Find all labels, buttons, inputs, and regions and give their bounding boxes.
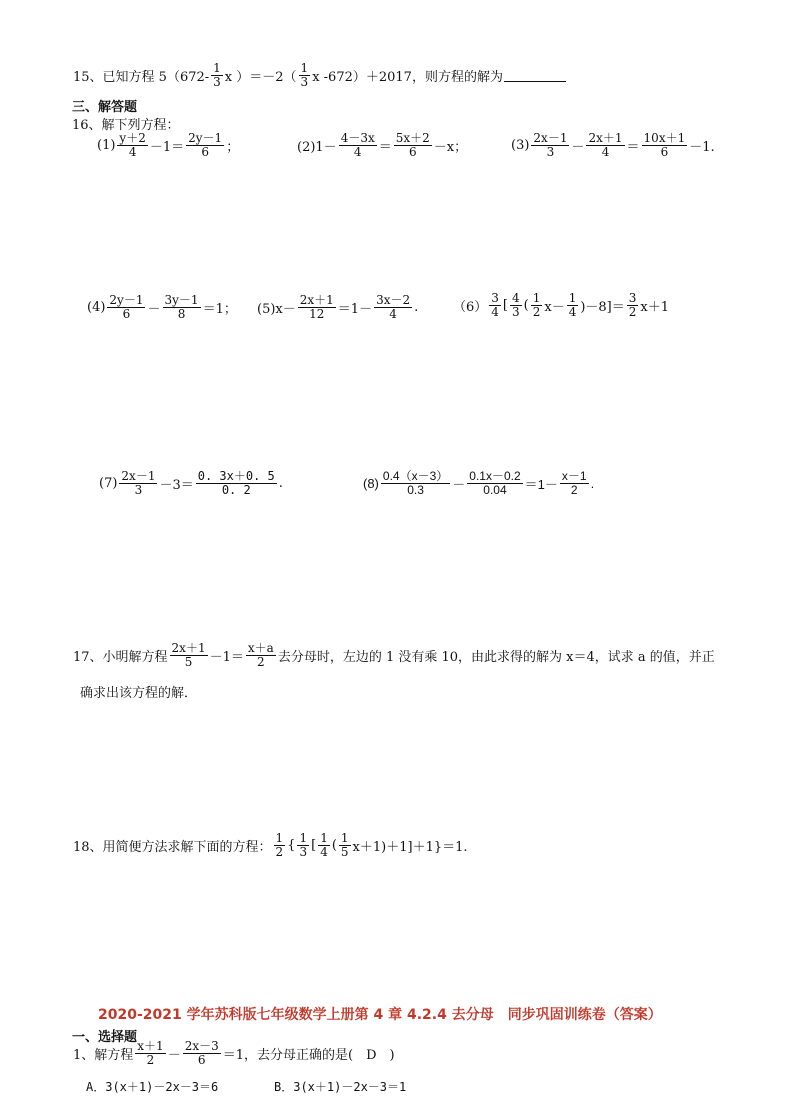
q15-mid-2: x -672）＋2017，则方程的解为 xyxy=(312,69,503,85)
equation-4: (4) $\frac{2y-1}{6}$ － $\frac{3y-1}{8}$ ＝1； xyxy=(87,293,237,321)
equation-3: (3) $\frac{2x-1}{3}$ － $\frac{2x+1}{4}$ ＝ $\frac{10x+1}{6}$ －1. xyxy=(511,131,715,159)
equation-2: (2)1－ $\frac{4-3x}{4}$ ＝ $\frac{5x+2}{6}$ －x； xyxy=(297,131,468,159)
equation-1: (1) $\frac{y+2}{4}$ －1＝ $\frac{2y-1}{6}$ ； xyxy=(97,131,240,159)
option-a: A．3(x＋1)－2x－3＝6 xyxy=(86,1080,219,1094)
equation-8: (8) $\frac{0.4(x-3)}{0.3}$ － $\frac{0.1x-0.2}{0.04}$ ＝1－ $\frac{x-1}{2}$ . xyxy=(363,469,595,497)
q15-fraction-2: $\frac{1}{3}$ xyxy=(300,61,309,89)
equation-6: （6） $\frac{3}{4}$ [ $\frac{4}{3}$ ( $\frac{1}{2}$ x－ $\frac{1}{4}$ )－8]＝ $\frac{3}{2}$ x＋1 xyxy=(453,291,670,319)
equation-5: (5)x－ $\frac{2x+1}{12}$ ＝1－ $\frac{3x-2}{4}$ . xyxy=(257,293,419,321)
answer-blank[interactable] xyxy=(504,69,566,82)
section-1-heading: 一、选择题 xyxy=(72,1030,138,1045)
question-15 xyxy=(72,62,566,88)
q17-line-2: 确求出该方程的解． xyxy=(80,686,198,701)
q15-mid-1: x ）＝－2（ xyxy=(224,69,297,85)
question-18: 18、用简便方法求解下面的方程： $\frac{1}{2}$ { $\frac{1}{3}$ [ $\frac{1}{4}$ ( $\frac{1}{5}$ x＋1)＋1]＋1}＝1. xyxy=(73,831,468,859)
q15-prefix: 15、已知方程 5（672- xyxy=(73,69,210,85)
section-3-heading: 三、解答题 xyxy=(72,100,138,115)
q16-intro: 16、解下列方程： xyxy=(72,118,180,133)
equation-7: (7) $\frac{2x-1}{3}$ －3＝ $\frac{0. 3x+0. 5}{0. 2}$ . xyxy=(99,469,283,497)
question-17: 17、小明解方程 $\frac{2x+1}{5}$ －1＝ $\frac{x+a}{2}$ 去分母时，左边的 1 没有乘 10，由此求得的解为 x＝4，试求 a 的值，并正 xyxy=(73,641,715,669)
answer-key-title: 2020-2021 学年苏科版七年级数学上册第 4 章 4.2.4 去分母 同步巩固训练卷（答案） xyxy=(98,1007,662,1023)
option-b: B．3(x＋1)－2x－3＝1 xyxy=(274,1080,407,1094)
answer-1: 1、解方程 $\frac{x+1}{2}$ － $\frac{2x-3}{6}$ ＝1，去分母正确的是( D ) xyxy=(73,1039,395,1067)
q15-fraction-1: $\frac{1}{3}$ xyxy=(213,61,221,89)
